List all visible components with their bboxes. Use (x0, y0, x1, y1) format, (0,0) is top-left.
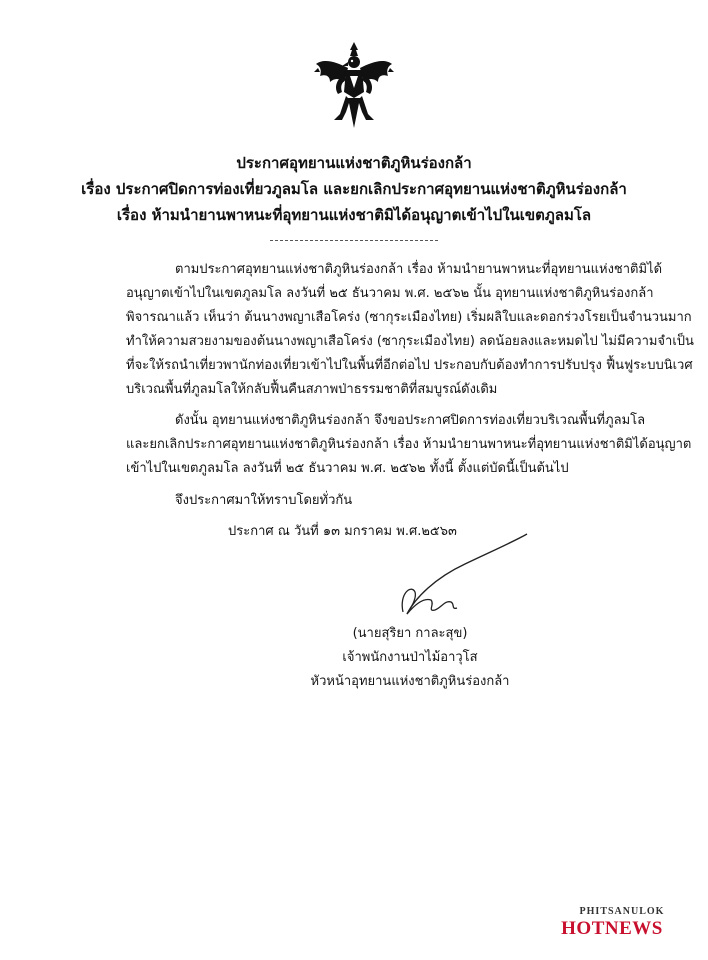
title-divider (270, 240, 438, 241)
subject-line-1: เรื่อง ประกาศปิดการท่องเที่ยวภูลมโล และยกเลิกประกาศอุทยานแห่งชาติภูหินร่องกล้า (81, 180, 627, 198)
signatory-role: หัวหน้าอุทยานแห่งชาติภูหินร่องกล้า (310, 674, 510, 689)
watermark-line-2: HOTNEWS (561, 918, 663, 939)
signatory-name: (นายสุริยา กาละสุข) (352, 626, 468, 641)
garuda-emblem (312, 40, 396, 130)
signatory-position: เจ้าพนักงานป่าไม้อาวุโส (342, 650, 478, 665)
watermark-line-1: PHITSANULOK (579, 906, 665, 917)
paragraph-2-line: ดังนั้น อุทยานแห่งชาติภูหินร่องกล้า จึงขอประกาศปิดการท่องเที่ยวบริเวณพื้นที่ภูลมโล (175, 413, 646, 428)
closing-line: จึงประกาศมาให้ทราบโดยทั่วกัน (175, 493, 353, 508)
paragraph-1-line: อนุญาตเข้าไปในเขตภูลมโล ลงวันที่ ๒๕ ธันวาคม พ.ศ. ๒๕๖๒ นั้น อุทยานแห่งชาติภูหินร่องกล้า (126, 286, 654, 301)
paragraph-1-line: ทำให้ความสวยงามของต้นนางพญาเสือโคร่ง (ซากุระเมืองไทย) ลดน้อยลงและหมดไป ไม่มีความจำเป็น (126, 334, 694, 349)
paragraph-1-line: บริเวณพื้นที่ภูลมโลให้กลับฟื้นคืนสภาพป่าธรรมชาติที่สมบูรณ์ดังเดิม (126, 382, 498, 397)
signature-mark (395, 528, 545, 628)
paragraph-2-line: และยกเลิกประกาศอุทยานแห่งชาติภูหินร่องกล้า เรื่อง ห้ามนำยานพาหนะที่อุทยานแห่งชาติมิได้อนุญาต (126, 437, 692, 452)
subject-line-2: เรื่อง ห้ามนำยานพาหนะที่อุทยานแห่งชาติมิได้อนุญาตเข้าไปในเขตภูลมโล (116, 206, 592, 224)
paragraph-2-line: เข้าไปในเขตภูลมโล ลงวันที่ ๒๕ ธันวาคม พ.ศ. ๒๕๖๒ ทั้งนี้ ตั้งแต่บัดนี้เป็นต้นไป (126, 461, 569, 476)
announcement-date: ประกาศ ณ วันที่ ๑๓ มกราคม พ.ศ.๒๕๖๓ (228, 524, 457, 539)
paragraph-1-line: ตามประกาศอุทยานแห่งชาติภูหินร่องกล้า เรื่อง ห้ามนำยานพาหนะที่อุทยานแห่งชาติมิได้ (175, 262, 663, 277)
announcement-title: ประกาศอุทยานแห่งชาติภูหินร่องกล้า (236, 154, 472, 172)
paragraph-1-line: ที่จะให้รถนำเที่ยวพานักท่องเที่ยวเข้าไปในพื้นที่อีกต่อไป ประกอบกับต้องทำการปรับปรุง ฟื้นฟูระบบนิเวศ (126, 358, 693, 373)
paragraph-1-line: พิจารณาแล้ว เห็นว่า ต้นนางพญาเสือโคร่ง (ซากุระเมืองไทย) เริ่มผลิใบและดอกร่วงโรยเป็นจำนวนมาก (126, 310, 692, 325)
